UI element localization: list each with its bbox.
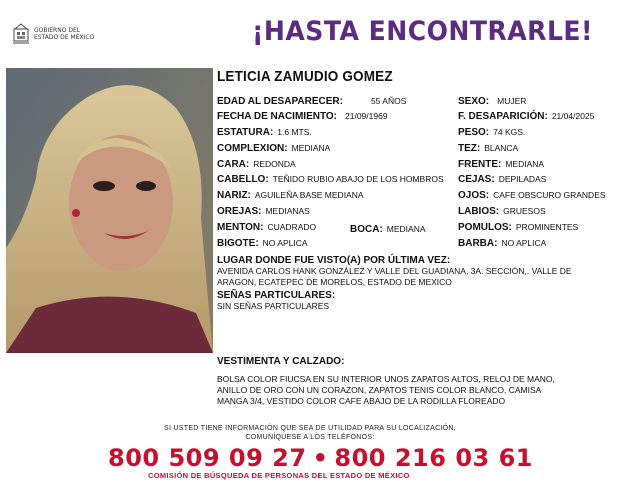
nariz-value: AGUILEÑA BASE MEDIANA [254,190,364,200]
estatura-value: 1.6 MTS. [277,127,312,137]
field-fecha-nacimiento [217,111,388,122]
cejas-value: DEPILADAS [498,174,547,184]
bigote-value: NO APLICA [262,238,308,248]
frente-value: MEDIANA [505,159,545,169]
field-ojos [458,190,606,201]
menton-label: MENTON: [217,222,264,233]
gov-line-2: ESTADO DE MÉXICO [34,34,95,41]
government-logo [12,22,112,46]
menton-value: CUADRADO [267,222,317,232]
complexion-value: MEDIANA [291,143,331,153]
field-complexion [217,143,330,154]
edad-value: 55 AÑOS [370,96,407,106]
person-photo [6,68,213,353]
last-seen-line-2: ARAGON, ECATEPEC DE MORELOS, ESTADO DE MEXICO [217,277,452,287]
tez-value: BLANCA [484,143,519,153]
phone-numbers [108,444,533,472]
last-seen-text [217,266,572,288]
field-cabello [217,174,444,185]
field-edad [217,96,406,107]
person-name: LETICIA ZAMUDIO GOMEZ [217,68,393,85]
f-desaparicion-value: 21/04/2025 [551,111,595,121]
frente-label: FRENTE: [458,159,502,170]
fecha-nacimiento-label: FECHA DE NACIMIENTO: [217,111,337,122]
cabello-label: CABELLO: [217,174,269,185]
clothing-title: VESTIMENTA Y CALZADO: [217,356,345,367]
clothing-line-1: BOLSA COLOR FIUCSA EN SU INTERIOR UNOS ZAPATOS ALTOS, RELOJ DE MANO, [217,374,555,384]
cara-value: REDONDA [253,159,296,169]
last-seen-line-1: AVENIDA CARLOS HANK GONZÁLEZ Y VALLE DEL GUADIANA, 3A. SECCIÓN,. VALLE DE [217,266,572,276]
field-pomulos [458,222,578,233]
gov-line-1: GOBIERNO DEL [34,27,81,34]
government-name [34,27,94,41]
boca-value: MEDIANA [386,224,426,234]
peso-label: PESO: [458,127,490,138]
headline: ¡HASTA ENCONTRARLE! [252,16,593,47]
cejas-label: CEJAS: [458,174,495,185]
field-f-desaparicion [458,111,594,122]
boca-label: BOCA: [350,224,383,235]
contact-intro-line-1: SI USTED TIENE INFORMACIÓN QUE SEA DE UTILIDAD PARA SU LOCALIZACIÓN, [163,425,457,432]
edad-label: EDAD AL DESAPARECER: [217,96,343,107]
contact-intro [140,424,480,442]
clothing-text [217,374,555,407]
field-estatura [217,127,312,138]
state-seal-icon [12,23,30,45]
labios-value: GRUESOS [503,206,546,216]
cara-label: CARA: [217,159,250,170]
orejas-label: OREJAS: [217,206,262,217]
clothing-line-2: ANILLO DE ORO CON UN CORAZON, ZAPATOS TENIS COLOR BLANCO, CAMISA [217,385,542,395]
commission-name: COMISIÓN DE BÚSQUEDA DE PERSONAS DEL ESTADO DE MÉXICO [148,471,410,480]
tez-label: TEZ: [458,143,481,154]
features-title: SEÑAS PARTICULARES: [217,290,336,301]
field-tez [458,143,518,154]
labios-label: LABIOS: [458,206,500,217]
orejas-value: MEDIANAS [265,206,310,216]
barba-label: BARBA: [458,238,498,249]
nariz-label: NARIZ: [217,190,251,201]
field-bigote [217,238,308,249]
field-cejas [458,174,546,185]
ojos-value: CAFE OBSCURO GRANDES [493,190,606,200]
complexion-label: COMPLEXION: [217,143,288,154]
field-sexo [458,96,526,107]
field-menton [217,222,316,233]
barba-value: NO APLICA [501,238,547,248]
field-peso [458,127,525,138]
field-barba [458,238,546,249]
pomulos-label: POMULOS: [458,222,512,233]
bigote-label: BIGOTE: [217,238,259,249]
sexo-label: SEXO: [458,96,490,107]
field-nariz [217,190,364,201]
cabello-value: TEÑIDO RUBIO ABAJO DE LOS HOMBROS [272,174,444,184]
field-frente [458,159,544,170]
phone-1[interactable]: 800 509 09 27 [108,444,307,472]
last-seen-title: LUGAR DONDE FUE VISTO(A) POR ÚLTIMA VEZ: [217,255,451,266]
f-desaparicion-label: F. DESAPARICIÓN: [458,111,548,122]
sexo-value: MUJER [497,96,527,106]
field-orejas [217,206,310,217]
field-cara [217,159,296,170]
clothing-line-3: MANGA 3/4, VESTIDO COLOR CAFE ABAJO DE LA RODILLA FLOREADO [217,396,506,406]
peso-value: 74 KGS. [493,127,526,137]
phone-separator: • [312,444,329,472]
contact-intro-line-2: COMUNÍQUESE A LOS TELÉFONOS: [245,434,375,441]
estatura-label: ESTATURA: [217,127,274,138]
pomulos-value: PROMINENTES [515,222,579,232]
features-text: SIN SEÑAS PARTICULARES [217,301,330,311]
ojos-label: OJOS: [458,190,490,201]
field-labios [458,206,546,217]
phone-2[interactable]: 800 216 03 61 [334,444,533,472]
field-boca [350,224,426,235]
fecha-nacimiento-value: 21/09/1969 [345,111,388,121]
